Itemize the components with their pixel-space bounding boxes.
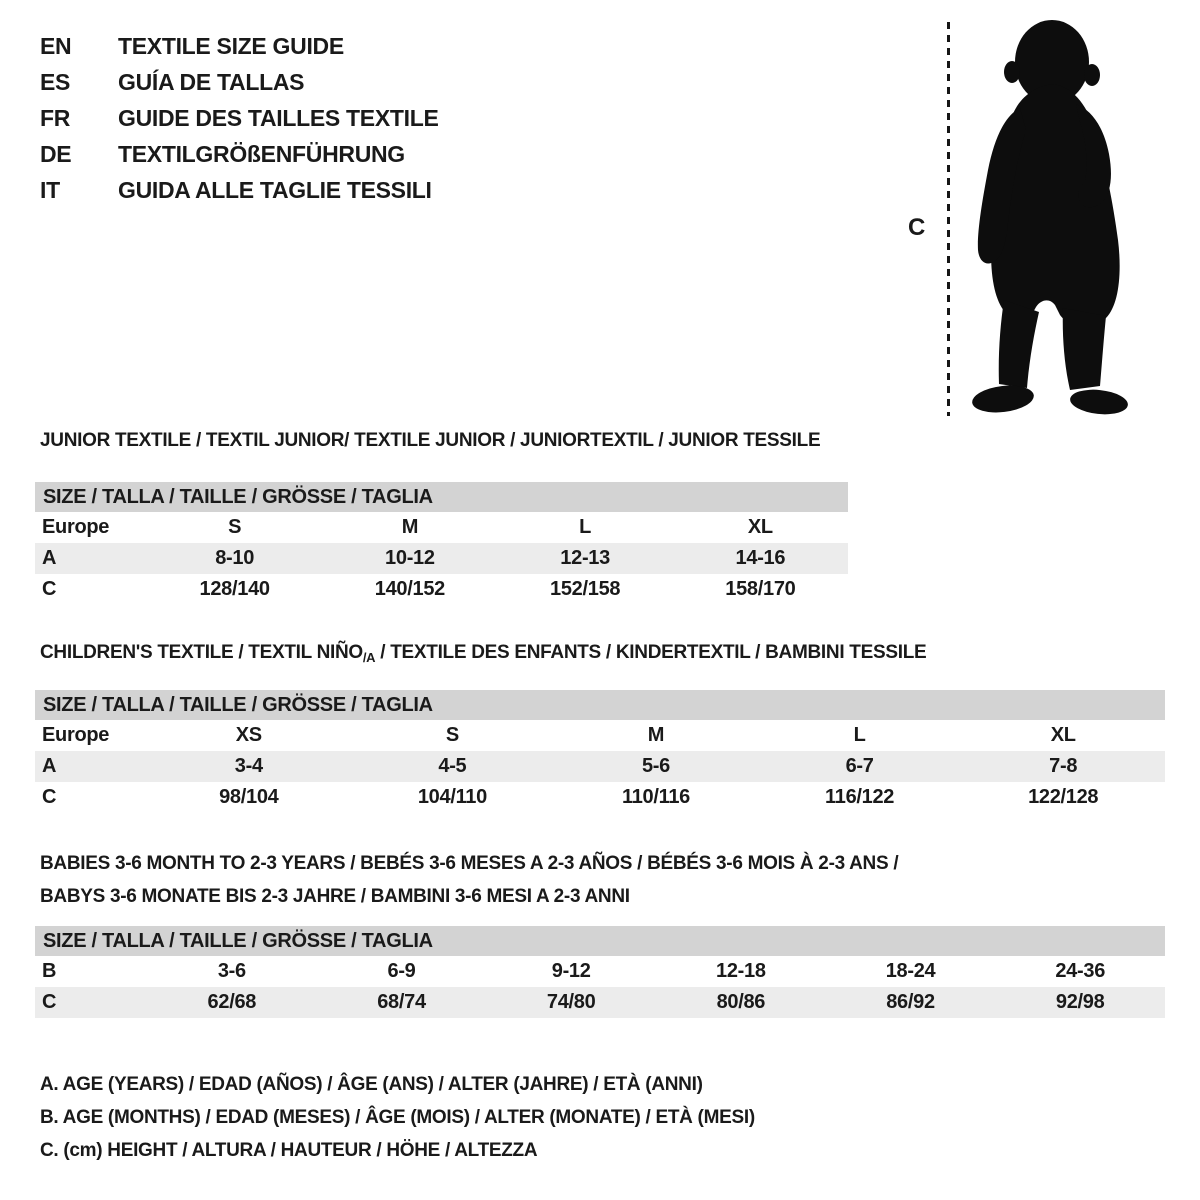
junior-size-table [35, 482, 848, 605]
guide-title-fr: GUIDE DES TAILLES TEXTILE [118, 104, 439, 131]
height-cell: 140/152 [374, 578, 445, 600]
language-row-en [40, 28, 439, 64]
language-code: IT [40, 176, 60, 203]
size-header-bar: SIZE / TALLA / TAILLE / GRÖSSE / TAGLIA [35, 482, 848, 512]
age-cell: 12-13 [560, 547, 610, 569]
age-cell: 6-7 [845, 755, 874, 777]
age-cell: 4-5 [438, 755, 467, 777]
language-code: ES [40, 68, 71, 95]
row-label: A [42, 755, 57, 777]
language-row-fr [40, 100, 439, 136]
children-section-title [40, 642, 926, 665]
row-label: C [42, 786, 57, 808]
height-cell: 152/158 [550, 578, 621, 600]
height-cell: 68/74 [377, 991, 426, 1013]
row-label: C [42, 578, 57, 600]
table-row-age [35, 751, 1165, 782]
table-row-height [35, 574, 848, 605]
row-label: A [42, 547, 57, 569]
height-cell: 80/86 [716, 991, 766, 1013]
size-cell: M [647, 724, 665, 746]
size-cell: L [853, 724, 866, 746]
language-code: DE [40, 140, 72, 167]
row-label: B [42, 960, 57, 982]
size-cell: S [228, 516, 242, 538]
age-cell: 24-36 [1055, 960, 1106, 982]
age-cell: 9-12 [551, 960, 591, 982]
children-title-subscript: /A [362, 650, 376, 665]
row-label: Europe [42, 516, 110, 538]
table-row-age [35, 543, 848, 574]
language-row-de [40, 136, 439, 172]
size-header-bar: SIZE / TALLA / TAILLE / GRÖSSE / TAGLIA [35, 926, 1165, 956]
children-title-post: / TEXTILE DES ENFANTS / KINDERTEXTIL / BAMBINI TESSILE [375, 642, 927, 663]
age-cell: 3-6 [217, 960, 246, 982]
guide-title-de: TEXTILGRÖßENFÜHRUNG [118, 140, 405, 167]
table-row-europe [35, 512, 848, 543]
age-cell: 8-10 [215, 547, 255, 569]
babies-title-line2: BABYS 3-6 MONATE BIS 2-3 JAHRE / BAMBINI 3-6 MESI A 2-3 ANNI [40, 886, 630, 907]
size-cell: M [401, 516, 419, 538]
age-cell: 7-8 [1049, 755, 1078, 777]
legend-age-years: A. AGE (YEARS) / EDAD (AÑOS) / ÂGE (ANS) / ALTER (JAHRE) / ETÀ (ANNI) [40, 1074, 703, 1095]
height-dashed-line [947, 22, 950, 416]
height-measure-label: C [908, 214, 926, 241]
language-row-es [40, 64, 439, 100]
junior-section-title: JUNIOR TEXTILE / TEXTIL JUNIOR/ TEXTILE JUNIOR / JUNIORTEXTIL / JUNIOR TESSILE [40, 430, 821, 451]
babies-section-title [40, 847, 898, 913]
height-cell: 104/110 [417, 786, 487, 808]
table-row-height [35, 782, 1165, 813]
guide-title-es: GUÍA DE TALLAS [118, 68, 305, 95]
size-cell: L [579, 516, 592, 538]
language-code: FR [40, 104, 71, 131]
babies-title-line1: BABIES 3-6 MONTH TO 2-3 YEARS / BEBÉS 3-6 MESES A 2-3 AÑOS / BÉBÉS 3-6 MOIS À 2-3 ANS / [40, 853, 899, 874]
height-cell: 86/92 [886, 991, 935, 1013]
table-row-europe [35, 720, 1165, 751]
row-label: C [42, 991, 57, 1013]
height-cell: 110/116 [621, 786, 690, 808]
guide-title-it: GUIDA ALLE TAGLIE TESSILI [118, 176, 432, 203]
height-cell: 74/80 [546, 991, 596, 1013]
age-cell: 3-4 [234, 755, 263, 777]
age-cell: 10-12 [385, 547, 435, 569]
size-cell: XL [747, 516, 773, 538]
table-row-age-months [35, 956, 1165, 987]
height-cell: 116/122 [825, 786, 895, 808]
age-cell: 18-24 [885, 960, 936, 982]
language-code: EN [40, 32, 72, 59]
height-cell: 128/140 [199, 578, 270, 600]
size-cell: XS [235, 724, 262, 746]
age-cell: 14-16 [735, 547, 786, 569]
height-cell: 122/128 [1028, 786, 1099, 808]
height-cell: 92/98 [1055, 991, 1105, 1013]
language-row-it [40, 172, 439, 208]
height-cell: 158/170 [725, 578, 796, 600]
size-header-bar: SIZE / TALLA / TAILLE / GRÖSSE / TAGLIA [35, 690, 1165, 720]
children-size-table [35, 690, 1165, 813]
height-cell: 62/68 [207, 991, 257, 1013]
table-row-height [35, 987, 1165, 1018]
age-cell: 6-9 [387, 960, 416, 982]
size-cell: XL [1050, 724, 1076, 746]
age-cell: 12-18 [716, 960, 766, 982]
age-cell: 5-6 [641, 755, 670, 777]
guide-title-en: TEXTILE SIZE GUIDE [118, 32, 344, 59]
toddler-silhouette-icon [966, 18, 1136, 418]
legend-height-cm: C. (cm) HEIGHT / ALTURA / HAUTEUR / HÖHE / ALTEZZA [40, 1140, 538, 1161]
size-cell: S [445, 724, 459, 746]
row-label: Europe [42, 724, 110, 746]
height-cell: 98/104 [219, 786, 279, 808]
legend-age-months: B. AGE (MONTHS) / EDAD (MESES) / ÂGE (MOIS) / ALTER (MONATE) / ETÀ (MESI) [40, 1107, 755, 1128]
measurement-legend [40, 1068, 755, 1167]
language-title-block [40, 28, 439, 208]
babies-size-table [35, 926, 1165, 1018]
children-title-pre: CHILDREN'S TEXTILE / TEXTIL NIÑO [40, 642, 363, 663]
